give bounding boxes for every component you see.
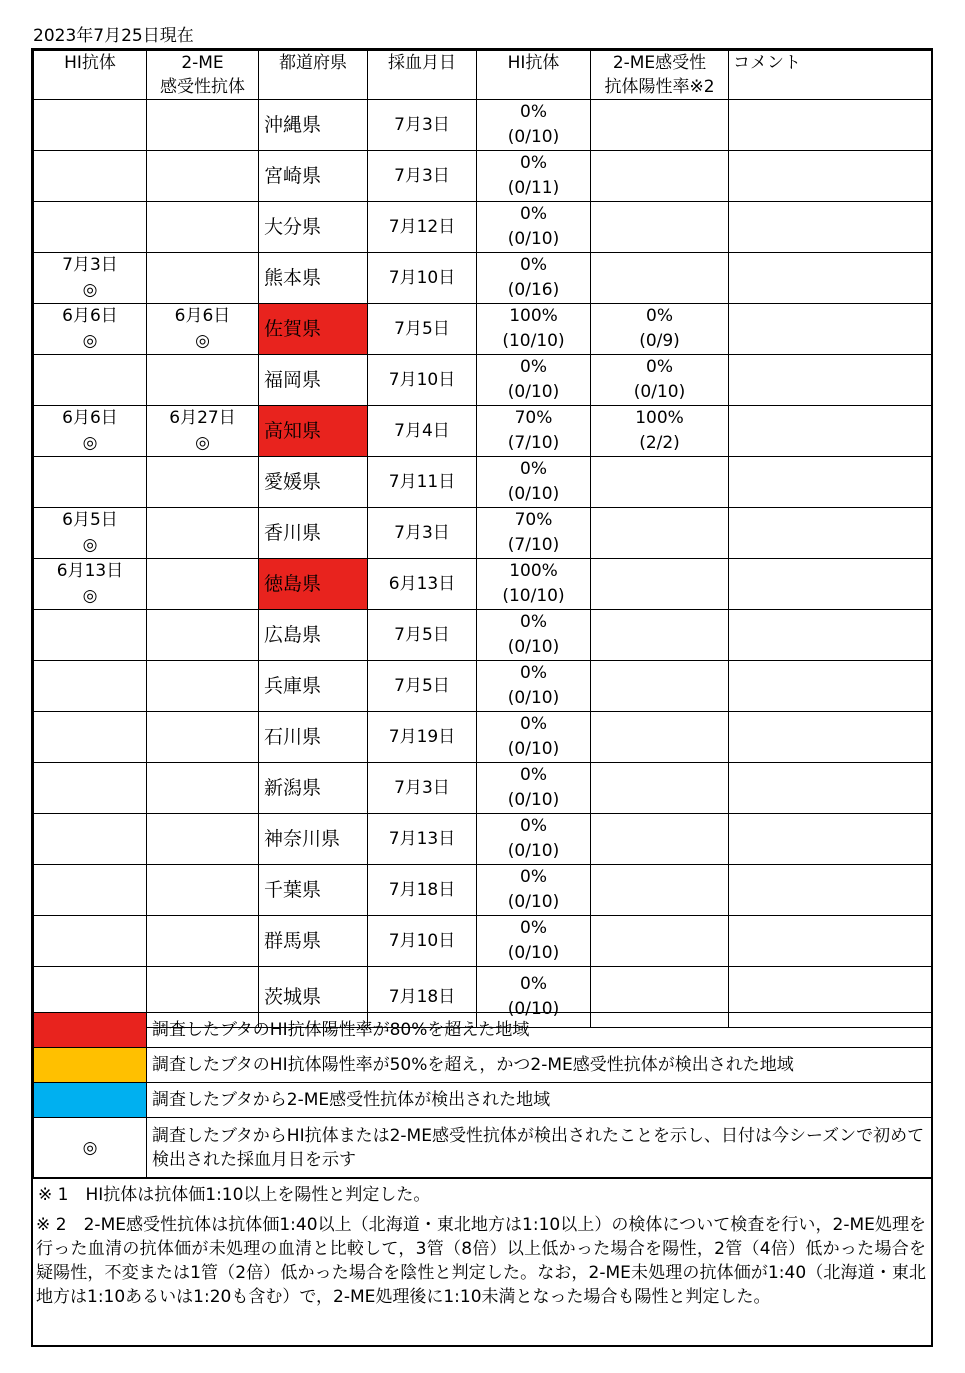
legend-text: 調査したブタのHI抗体陽性率が80%を超えた地域	[147, 1013, 932, 1048]
comment-cell	[729, 559, 932, 610]
table-row	[34, 457, 932, 508]
2me-detection-cell	[147, 763, 259, 814]
prefecture-cell: 茨城県	[259, 967, 368, 1028]
2me-rate-cell: 0% (0/9)	[591, 304, 729, 355]
hi-rate-cell: 0% (0/10)	[477, 355, 591, 406]
hi-rate-cell: 0% (0/10)	[477, 661, 591, 712]
2me-detection-cell	[147, 661, 259, 712]
legend-row	[34, 1048, 932, 1083]
sample-date-cell: 7月19日	[368, 712, 477, 763]
table-row	[34, 661, 932, 712]
2me-detection-cell	[147, 814, 259, 865]
hi-rate-cell: 0% (0/10)	[477, 865, 591, 916]
hi-detection-cell	[34, 814, 147, 865]
sample-date-cell: 7月12日	[368, 202, 477, 253]
double-circle-mark: ◎	[34, 1118, 147, 1179]
sample-date-cell: 7月3日	[368, 763, 477, 814]
sample-date-cell: 7月13日	[368, 814, 477, 865]
sample-date-cell: 7月5日	[368, 661, 477, 712]
2me-rate-cell	[591, 253, 729, 304]
legend-swatch-blue	[34, 1083, 147, 1118]
2me-rate-cell	[591, 865, 729, 916]
2me-detection-cell	[147, 712, 259, 763]
legend-table	[33, 1012, 932, 1179]
2me-detection-cell: 6月27日 ◎	[147, 406, 259, 457]
hi-rate-cell: 0% (0/10)	[477, 202, 591, 253]
2me-rate-cell	[591, 202, 729, 253]
sample-date-cell: 7月10日	[368, 355, 477, 406]
hi-detection-cell	[34, 202, 147, 253]
comment-cell	[729, 865, 932, 916]
prefecture-cell: 佐賀県	[259, 304, 368, 355]
2me-rate-cell	[591, 151, 729, 202]
hi-detection-cell	[34, 865, 147, 916]
hi-rate-cell: 0% (0/10)	[477, 763, 591, 814]
hi-detection-cell	[34, 661, 147, 712]
comment-cell	[729, 304, 932, 355]
table-row	[34, 100, 932, 151]
hi-rate-cell: 0% (0/10)	[477, 967, 591, 1028]
2me-detection-cell	[147, 508, 259, 559]
2me-rate-cell: 0% (0/10)	[591, 355, 729, 406]
table-row	[34, 508, 932, 559]
prefecture-cell: 宮崎県	[259, 151, 368, 202]
sample-date-cell: 7月5日	[368, 304, 477, 355]
prefecture-cell: 神奈川県	[259, 814, 368, 865]
2me-detection-cell	[147, 559, 259, 610]
prefecture-cell: 大分県	[259, 202, 368, 253]
hi-rate-cell: 0% (0/10)	[477, 916, 591, 967]
results-frame	[31, 48, 933, 1347]
hi-detection-cell: 6月5日 ◎	[34, 508, 147, 559]
2me-rate-cell: 100% (2/2)	[591, 406, 729, 457]
legend-swatch-red	[34, 1013, 147, 1048]
comment-cell	[729, 253, 932, 304]
2me-detection-cell	[147, 916, 259, 967]
sample-date-cell: 7月5日	[368, 610, 477, 661]
table-row	[34, 202, 932, 253]
sample-date-cell: 7月11日	[368, 457, 477, 508]
hi-detection-cell	[34, 763, 147, 814]
comment-cell	[729, 355, 932, 406]
prefecture-cell: 徳島県	[259, 559, 368, 610]
2me-detection-cell	[147, 865, 259, 916]
hi-rate-cell: 100% (10/10)	[477, 304, 591, 355]
2me-detection-cell	[147, 253, 259, 304]
2me-rate-cell	[591, 457, 729, 508]
comment-cell	[729, 508, 932, 559]
2me-rate-cell	[591, 661, 729, 712]
hi-rate-cell: 0% (0/11)	[477, 151, 591, 202]
hi-detection-cell	[34, 100, 147, 151]
2me-detection-cell	[147, 457, 259, 508]
2me-rate-cell	[591, 508, 729, 559]
hi-detection-cell: 7月3日 ◎	[34, 253, 147, 304]
as-of-date: 2023年7月25日現在	[33, 26, 194, 46]
2me-detection-cell	[147, 355, 259, 406]
table-row	[34, 814, 932, 865]
comment-cell	[729, 151, 932, 202]
comment-cell	[729, 712, 932, 763]
2me-rate-cell	[591, 610, 729, 661]
hi-detection-cell	[34, 151, 147, 202]
comment-cell	[729, 763, 932, 814]
hi-detection-cell	[34, 610, 147, 661]
2me-detection-cell: 6月6日 ◎	[147, 304, 259, 355]
2me-detection-cell	[147, 610, 259, 661]
legend-text: 調査したブタからHI抗体または2-ME感受性抗体が検出されたことを示し、日付は今シーズンで初めて検出された採血月日を示す	[147, 1118, 932, 1179]
hi-rate-cell: 0% (0/16)	[477, 253, 591, 304]
hi-detection-cell: 6月6日 ◎	[34, 304, 147, 355]
2me-rate-cell	[591, 712, 729, 763]
prefecture-cell: 香川県	[259, 508, 368, 559]
prefecture-cell: 兵庫県	[259, 661, 368, 712]
sample-date-cell: 7月3日	[368, 508, 477, 559]
hi-rate-cell: 70% (7/10)	[477, 406, 591, 457]
2me-rate-cell	[591, 814, 729, 865]
2me-rate-cell	[591, 100, 729, 151]
comment-cell	[729, 202, 932, 253]
legend-text: 調査したブタから2-ME感受性抗体が検出された地域	[147, 1083, 932, 1118]
table-row	[34, 151, 932, 202]
col-header-sample-date: 採血月日	[368, 51, 477, 100]
sample-date-cell: 7月3日	[368, 100, 477, 151]
2me-detection-cell	[147, 151, 259, 202]
hi-detection-cell	[34, 916, 147, 967]
legend-text: 調査したブタのHI抗体陽性率が50%を超え，かつ2-ME感受性抗体が検出された地域	[147, 1048, 932, 1083]
table-row	[34, 406, 932, 457]
col-header-2me: 2-ME 感受性抗体	[147, 51, 259, 100]
hi-rate-cell: 0% (0/10)	[477, 610, 591, 661]
legend-row	[34, 1083, 932, 1118]
table-row	[34, 304, 932, 355]
comment-cell	[729, 457, 932, 508]
sample-date-cell: 7月10日	[368, 253, 477, 304]
table-row	[34, 355, 932, 406]
table-row	[34, 916, 932, 967]
hi-detection-cell	[34, 355, 147, 406]
hi-rate-cell: 70% (7/10)	[477, 508, 591, 559]
hi-rate-cell: 100% (10/10)	[477, 559, 591, 610]
sample-date-cell: 7月18日	[368, 967, 477, 1028]
2me-detection-cell	[147, 202, 259, 253]
comment-cell	[729, 661, 932, 712]
2me-rate-cell	[591, 559, 729, 610]
comment-cell	[729, 916, 932, 967]
prefecture-cell: 広島県	[259, 610, 368, 661]
hi-detection-cell	[34, 712, 147, 763]
col-header-2me-rate: 2-ME感受性 抗体陽性率※2	[591, 51, 729, 100]
legend	[33, 1012, 931, 1179]
table-row	[34, 559, 932, 610]
sample-date-cell: 6月13日	[368, 559, 477, 610]
prefecture-cell: 新潟県	[259, 763, 368, 814]
2me-rate-cell	[591, 763, 729, 814]
hi-rate-cell: 0% (0/10)	[477, 457, 591, 508]
legend-swatch-orange	[34, 1048, 147, 1083]
col-header-hi-rate: HI抗体	[477, 51, 591, 100]
footnote-1: ※ 1 HI抗体は抗体価1:10以上を陽性と判定した。	[38, 1185, 431, 1205]
col-header-hi: HI抗体	[34, 51, 147, 100]
sample-date-cell: 7月3日	[368, 151, 477, 202]
comment-cell	[729, 100, 932, 151]
legend-row	[34, 1118, 932, 1179]
table-header-row	[34, 51, 932, 100]
col-header-prefecture: 都道府県	[259, 51, 368, 100]
comment-cell	[729, 406, 932, 457]
prefecture-cell: 福岡県	[259, 355, 368, 406]
hi-detection-cell: 6月13日 ◎	[34, 559, 147, 610]
prefecture-cell: 石川県	[259, 712, 368, 763]
2me-rate-cell	[591, 916, 729, 967]
col-header-comment: コメント	[729, 51, 932, 100]
sample-date-cell: 7月18日	[368, 865, 477, 916]
hi-rate-cell: 0% (0/10)	[477, 712, 591, 763]
hi-rate-cell: 0% (0/10)	[477, 814, 591, 865]
results-table	[33, 50, 932, 1028]
table-row	[34, 763, 932, 814]
hi-detection-cell	[34, 457, 147, 508]
2me-detection-cell	[147, 100, 259, 151]
table-row	[34, 712, 932, 763]
comment-cell	[729, 814, 932, 865]
hi-rate-cell: 0% (0/10)	[477, 100, 591, 151]
prefecture-cell: 沖縄県	[259, 100, 368, 151]
sample-date-cell: 7月4日	[368, 406, 477, 457]
footnote-2: ※ 2 2-ME感受性抗体は抗体価1:40以上（北海道・東北地方は1:10以上）の検体について検査を行い，2-ME処理を行った血清の抗体価が未処理の血清と比較して，3管（8倍）以上低かった場合を陽性，2管（4倍）低かった場合を疑陽性，不変または1管（2倍）低かった場合を陰性と判定した。なお，2-ME未処理の抗体価が1:40（北海道・東北地方は1:10あるいは1:20も含む）で，2-ME処理後に1:10未満となった場合も陽性と判定した。	[36, 1215, 926, 1307]
prefecture-cell: 高知県	[259, 406, 368, 457]
table-row	[34, 610, 932, 661]
legend-row	[34, 1013, 932, 1048]
table-row	[34, 865, 932, 916]
prefecture-cell: 千葉県	[259, 865, 368, 916]
prefecture-cell: 熊本県	[259, 253, 368, 304]
comment-cell	[729, 610, 932, 661]
prefecture-cell: 群馬県	[259, 916, 368, 967]
sample-date-cell: 7月10日	[368, 916, 477, 967]
table-row	[34, 253, 932, 304]
prefecture-cell: 愛媛県	[259, 457, 368, 508]
footnotes	[33, 1177, 931, 1348]
hi-detection-cell: 6月6日 ◎	[34, 406, 147, 457]
